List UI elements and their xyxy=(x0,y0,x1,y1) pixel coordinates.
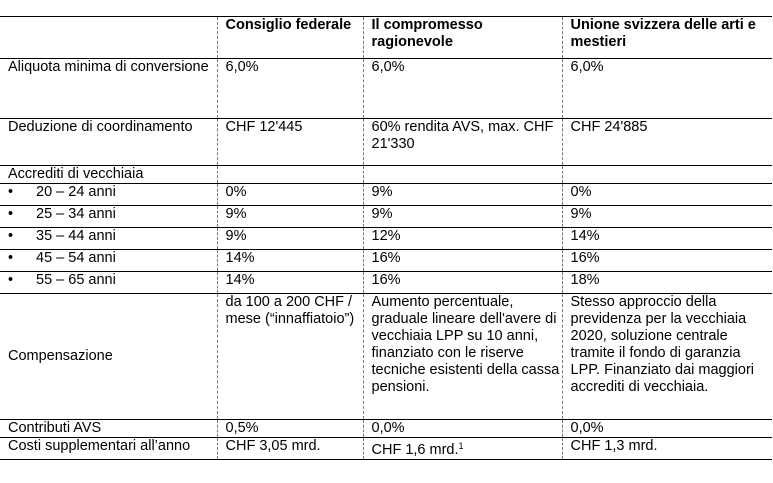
row-age-55-65 xyxy=(0,272,772,294)
cell-unione xyxy=(562,166,772,184)
cell-consiglio: 14% xyxy=(217,250,363,272)
row-aliquota xyxy=(0,59,772,119)
bullet-icon: • xyxy=(8,272,14,288)
cell-unione: 18% xyxy=(562,272,772,294)
cell-unione: 0,0% xyxy=(562,420,772,438)
cell-unione: 16% xyxy=(562,250,772,272)
row-compensazione xyxy=(0,294,772,420)
cell-unione: CHF 1,3 mrd. xyxy=(562,438,772,460)
bullet-icon: • xyxy=(8,184,14,200)
age-label: 20 – 24 anni xyxy=(36,184,116,200)
cell-consiglio: 9% xyxy=(217,228,363,250)
comparison-table xyxy=(0,16,772,460)
age-label: 25 – 34 anni xyxy=(36,206,116,222)
cell-compromesso: 6,0% xyxy=(363,59,562,119)
row-deduzione xyxy=(0,119,772,166)
cell-compromesso: 60% rendita AVS, max. CHF 21'330 xyxy=(363,119,562,166)
cost-value: CHF 1,6 mrd. xyxy=(371,442,459,458)
row-accrediti xyxy=(0,166,772,184)
row-label xyxy=(0,228,217,250)
row-label: Accrediti di vecchiaia xyxy=(0,166,217,184)
row-label xyxy=(0,206,217,228)
cell-compromesso: 16% xyxy=(363,272,562,294)
header-unione-svizzera: Unione svizzera delle arti e mestieri xyxy=(562,17,772,59)
cell-unione: CHF 24'885 xyxy=(562,119,772,166)
row-costi xyxy=(0,438,772,460)
cell-consiglio: CHF 12'445 xyxy=(217,119,363,166)
cell-unione: 14% xyxy=(562,228,772,250)
row-label xyxy=(0,272,217,294)
row-age-45-54 xyxy=(0,250,772,272)
cell-compromesso: 12% xyxy=(363,228,562,250)
row-label xyxy=(0,250,217,272)
row-contributi xyxy=(0,420,772,438)
cell-compromesso: 9% xyxy=(363,184,562,206)
cell-unione: 0% xyxy=(562,184,772,206)
cell-consiglio: 0% xyxy=(217,184,363,206)
bullet-icon: • xyxy=(8,206,14,222)
footnote-marker: 1 xyxy=(458,441,464,451)
bullet-icon: • xyxy=(8,228,14,244)
cell-unione: 9% xyxy=(562,206,772,228)
row-age-20-24 xyxy=(0,184,772,206)
cell-consiglio: da 100 a 200 CHF / mese (“innaffiatoio”) xyxy=(217,294,363,420)
cell-compromesso: 16% xyxy=(363,250,562,272)
cell-compromesso: 0,0% xyxy=(363,420,562,438)
cell-compromesso xyxy=(363,166,562,184)
age-label: 55 – 65 anni xyxy=(36,272,116,288)
row-label: Deduzione di coordinamento xyxy=(0,119,217,166)
header-compromesso-ragionevole: Il compromesso ragionevole xyxy=(363,17,562,59)
cell-consiglio xyxy=(217,166,363,184)
row-label: Costi supplementari all’anno xyxy=(0,438,217,460)
row-label: Contributi AVS xyxy=(0,420,217,438)
header-empty-cell xyxy=(0,17,217,59)
header-consiglio-federale: Consiglio federale xyxy=(217,17,363,59)
row-age-35-44 xyxy=(0,228,772,250)
row-label xyxy=(0,184,217,206)
row-label: Aliquota minima di conversione xyxy=(0,59,217,119)
cell-compromesso: 9% xyxy=(363,206,562,228)
cell-consiglio: 9% xyxy=(217,206,363,228)
cell-consiglio: 6,0% xyxy=(217,59,363,119)
cell-unione: Stesso approccio della previdenza per la vecchiaia 2020, soluzione centrale tramite il fondo di garanzia LPP. Finanziato dai maggiori accrediti di vecchiaia. xyxy=(562,294,772,420)
cell-compromesso xyxy=(363,438,562,460)
cell-consiglio: 14% xyxy=(217,272,363,294)
cell-consiglio: 0,5% xyxy=(217,420,363,438)
age-label: 35 – 44 anni xyxy=(36,228,116,244)
age-label: 45 – 54 anni xyxy=(36,250,116,266)
header-row xyxy=(0,17,772,59)
cell-consiglio: CHF 3,05 mrd. xyxy=(217,438,363,460)
bullet-icon: • xyxy=(8,250,14,266)
row-label: Compensazione xyxy=(0,294,217,420)
row-age-25-34 xyxy=(0,206,772,228)
cell-compromesso: Aumento percentuale, graduale lineare dell'avere di vecchiaia LPP su 10 anni, finanziato con le riserve tecniche esistenti della cassa pensioni. xyxy=(363,294,562,420)
cell-unione: 6,0% xyxy=(562,59,772,119)
